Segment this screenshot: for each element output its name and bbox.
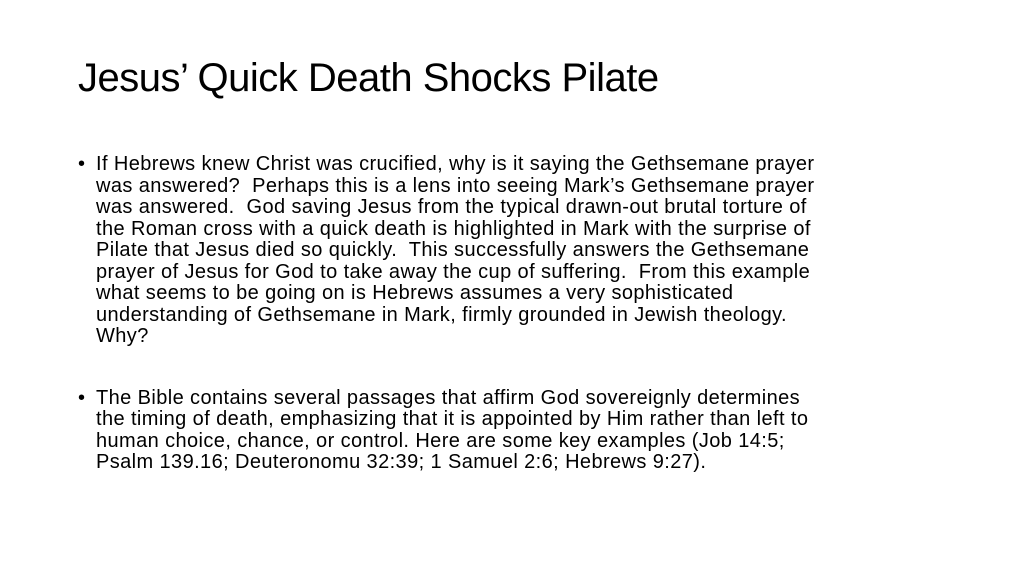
bullet-marker: •: [78, 153, 86, 175]
bullet-text: [96, 388, 808, 474]
slide-body: [78, 154, 978, 474]
bullet-text-line: understanding of Gethsemane in Mark, firmly grounded in Jewish theology.: [96, 303, 788, 326]
bullet-text-line: the timing of death, emphasizing that it is appointed by Him rather than left to: [96, 408, 809, 430]
bullet-text-line: the Roman cross with a quick death is highlighted in Mark with the surprise of: [96, 217, 811, 240]
bullet-text-line: what seems to be going on is Hebrews assumes a very sophisticated: [96, 282, 734, 304]
bullet-marker: •: [78, 386, 86, 409]
bullet-text-line: was answered. God saving Jesus from the typical drawn-out brutal torture of: [96, 196, 807, 218]
bullet-text-line: The Bible contains several passages that affirm God sovereignly determines: [96, 386, 801, 409]
slide-title: Jesus’ Quick Death Shocks Pilate: [78, 56, 659, 100]
bullet-text-line: Psalm 139.16; Deuteronomu 32:39; 1 Samuel 2:6; Hebrews 9:27).: [96, 451, 707, 473]
bullet-text-line: If Hebrews knew Christ was crucified, why is it saying the Gethsemane prayer: [96, 153, 815, 175]
bullet-text-line: Pilate that Jesus died so quickly. This successfully answers the Gethsemane: [96, 239, 810, 261]
bullet-item: [78, 388, 978, 474]
bullet-item: [78, 154, 978, 348]
bullet-text-line: prayer of Jesus for God to take away the cup of suffering. From this example: [96, 260, 811, 283]
bullet-text-line: human choice, chance, or control. Here are some key examples (Job 14:5;: [96, 429, 785, 452]
bullet-text-line: Why?: [96, 325, 149, 347]
bullet-text: [96, 154, 814, 348]
bullet-text-line: was answered? Perhaps this is a lens into seeing Mark’s Gethsemane prayer: [96, 174, 815, 197]
